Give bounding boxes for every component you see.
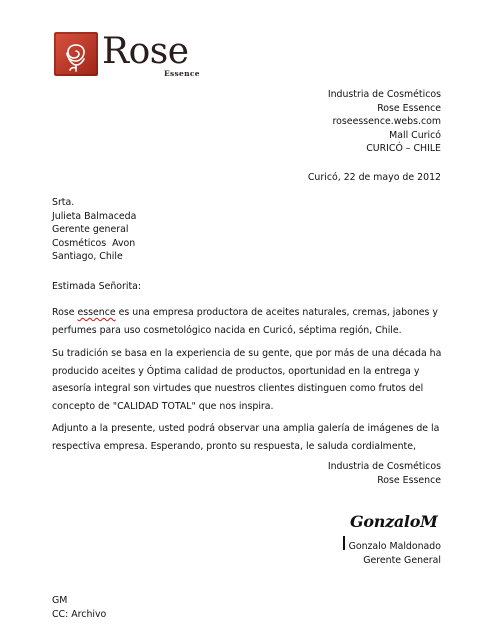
letter-date [308, 171, 441, 185]
company-logo-mark [54, 32, 98, 76]
closing-line: Industria de Cosméticos [327, 461, 441, 472]
greeting: Estimada Señorita: [52, 281, 142, 292]
logo-subtitle: Essence [164, 69, 200, 78]
recipient-line: Santiago, Chile [52, 251, 123, 263]
p1-prefix: Rose [52, 307, 78, 318]
recipient-line: Julieta Balmaceda [52, 210, 137, 222]
footer-cc: CC: Archivo [52, 608, 107, 620]
recipient-line: Cosméticos Avon [52, 237, 136, 249]
closing-line: Rose Essence [377, 474, 441, 486]
sender-line: CURICÓ – CHILE [366, 143, 441, 155]
footer-block [52, 594, 106, 621]
sender-line: Industria de Cosméticos [327, 89, 441, 100]
logo-wordmark: Rose [102, 31, 189, 72]
body-paragraph-1 [52, 304, 444, 339]
misspelled-word: essence [77, 307, 116, 318]
closing-block [328, 460, 441, 487]
signatory-name: Gonzalo Maldonado [348, 541, 441, 552]
body-paragraph-2: Su tradición se basa en la experiencia de su gente, que por más de una década ha producido aceites y Óptima calidad de productos, oportunidad en la entrega y asesoría integral son virtudes que nuestros clientes distinguen como frutos del concepto de "CALIDAD TOTAL" que nos inspira. [52, 348, 442, 412]
footer-initials: GM [52, 595, 68, 606]
signatory-title: Gerente General [363, 554, 441, 566]
body-paragraph-3: Adjunto a la presente, usted podrá observar una amplia galería de imágenes de la respectiva empresa. Esperando, pronto su respuesta, le saluda cordialmente, [52, 423, 440, 452]
sender-line: Rose Essence [377, 102, 441, 114]
recipient-address-block [52, 196, 136, 264]
p1-rest: es una empresa productora de aceites naturales, cremas, jabones y perfumes para uso cosmetológico nacida en Curicó, séptima región, Chile. [52, 307, 438, 336]
recipient-line: Srta. [52, 197, 75, 208]
recipient-line: Gerente general [52, 224, 129, 236]
sender-line: Mall Curicó [389, 129, 441, 141]
date-text: Curicó, 22 de mayo de 2012 [307, 172, 441, 183]
text-cursor [343, 536, 345, 550]
sender-line: roseessence.webs.com [332, 116, 441, 128]
signatory-block [349, 540, 441, 567]
handwritten-signature: GonzaloM [350, 512, 438, 531]
sender-address-block [328, 88, 441, 156]
